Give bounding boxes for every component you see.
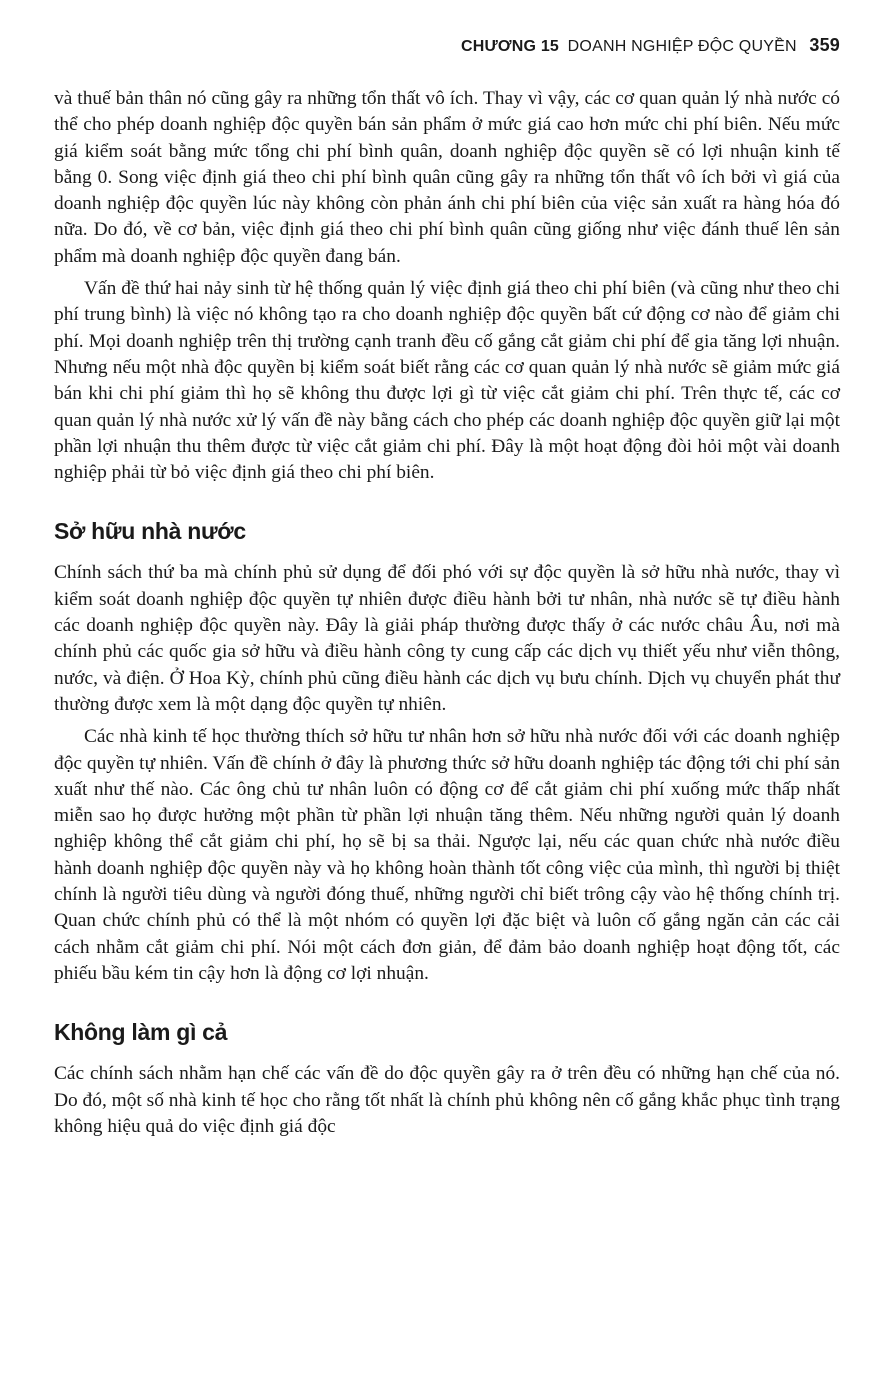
paragraph-4: Các nhà kinh tế học thường thích sở hữu tư nhân hơn sở hữu nhà nước đối với các doanh nghiệp độc quyền tự nhiên. Vấn đề chính ở đây là phương thức sở hữu doanh nghiệp tác động tới chi phí sản xuất như thế nào. Các ông chủ tư nhân luôn có động cơ để cắt giảm chi phí xuống mức thấp nhất miễn sao họ được hưởng một phần từ phần lợi nhuận tăng thêm. Nếu những người quản lý doanh nghiệp không thể cắt giảm chi phí, họ sẽ bị sa thải. Ngược lại, nếu các quan chức nhà nước điều hành doanh nghiệp độc quyền này và họ không hoàn thành tốt công việc của mình, thì người bị thiệt chính là người tiêu dùng và người đóng thuế, những người chỉ biết trông cậy vào hệ thống chính trị. Quan chức chính phủ có thể là một nhóm có quyền lợi đặc biệt và luôn cố gắng ngăn cản các cải cách nhằm cắt giảm chi phí. Nói một cách đơn giản, để đảm bảo doanh nghiệp hoạt động tốt, các phiếu bầu kém tin cậy hơn là động cơ lợi nhuận. (54, 726, 840, 984)
chapter-label: CHƯƠNG 15 (460, 38, 560, 55)
paragraph-2: Vấn đề thứ hai nảy sinh từ hệ thống quản lý việc định giá theo chi phí biên (và cũng như theo chi phí trung bình) là việc nó không tạo ra cho doanh nghiệp độc quyền bất cứ động cơ nào để giảm chi phí. Mọi doanh nghiệp trên thị trường cạnh tranh đều cố gắng cắt giảm chi phí để gia tăng lợi nhuận. Nhưng nếu một nhà độc quyền bị kiểm soát biết rằng các cơ quan quản lý nhà nước sẽ giảm mức giá bán khi chi phí giảm thì họ sẽ không thu được lợi gì từ việc cắt giảm chi phí. Trên thực tế, các cơ quan quản lý nhà nước xử lý vấn đề này bằng cách cho phép các doanh nghiệp độc quyền giữ lại một phần lợi nhuận thu thêm được từ việc cắt giảm chi phí. Đây là một hoạt động đòi hỏi một vài doanh nghiệp phải từ bỏ việc định giá theo chi phí biên. (54, 278, 840, 484)
paragraph-5: Các chính sách nhằm hạn chế các vấn đề do độc quyền gây ra ở trên đều có những hạn chế của nó. Do đó, một số nhà kinh tế học cho rằng tốt nhất là chính phủ không nên cố gắng khắc phục tình trạng không hiệu quả do việc định giá độc (54, 1063, 840, 1137)
paragraph-1: và thuế bản thân nó cũng gây ra những tổn thất vô ích. Thay vì vậy, các cơ quan quản lý nhà nước có thể cho phép doanh nghiệp độc quyền bán sản phẩm ở mức giá cao hơn mức chi phí biên. Nếu mức giá kiểm soát bằng mức tổng chi phí bình quân, doanh nghiệp độc quyền sẽ có lợi nhuận kinh tế bằng 0. Song việc định giá theo chi phí bình quân cũng gây ra những tổn thất vô ích bởi vì giá của doanh nghiệp độc quyền lúc này không còn phản ánh chi phí biên của việc sản xuất ra hàng hóa đó nữa. Do đó, về cơ bản, việc định giá theo chi phí bình quân cũng giống như việc đánh thuế lên sản phẩm mà doanh nghiệp độc quyền đang bán. (54, 88, 840, 267)
running-header (54, 32, 840, 58)
chapter-title: DOANH NGHIỆP ĐỘC QUYỀN (567, 38, 797, 55)
section-heading-do-nothing: Không làm gì cả (54, 1019, 228, 1046)
section-heading-state-ownership: Sở hữu nhà nước (54, 518, 246, 545)
page-number: 359 (809, 35, 840, 55)
paragraph-3: Chính sách thứ ba mà chính phủ sử dụng để đối phó với sự độc quyền là sở hữu nhà nước, thay vì kiểm soát doanh nghiệp độc quyền tự nhiên được điều hành bởi tư nhân, nhà nước sẽ tự điều hành các doanh nghiệp độc quyền này. Đây là giải pháp thường được thấy ở các nước châu Âu, nơi mà chính phủ các quốc gia sở hữu và điều hành công ty cung cấp các dịch vụ thiết yếu như viễn thông, nước, và điện. Ở Hoa Kỳ, chính phủ cũng điều hành các dịch vụ bưu chính. Dịch vụ chuyển phát thư thường được xem là một dạng độc quyền tự nhiên. (54, 562, 840, 715)
